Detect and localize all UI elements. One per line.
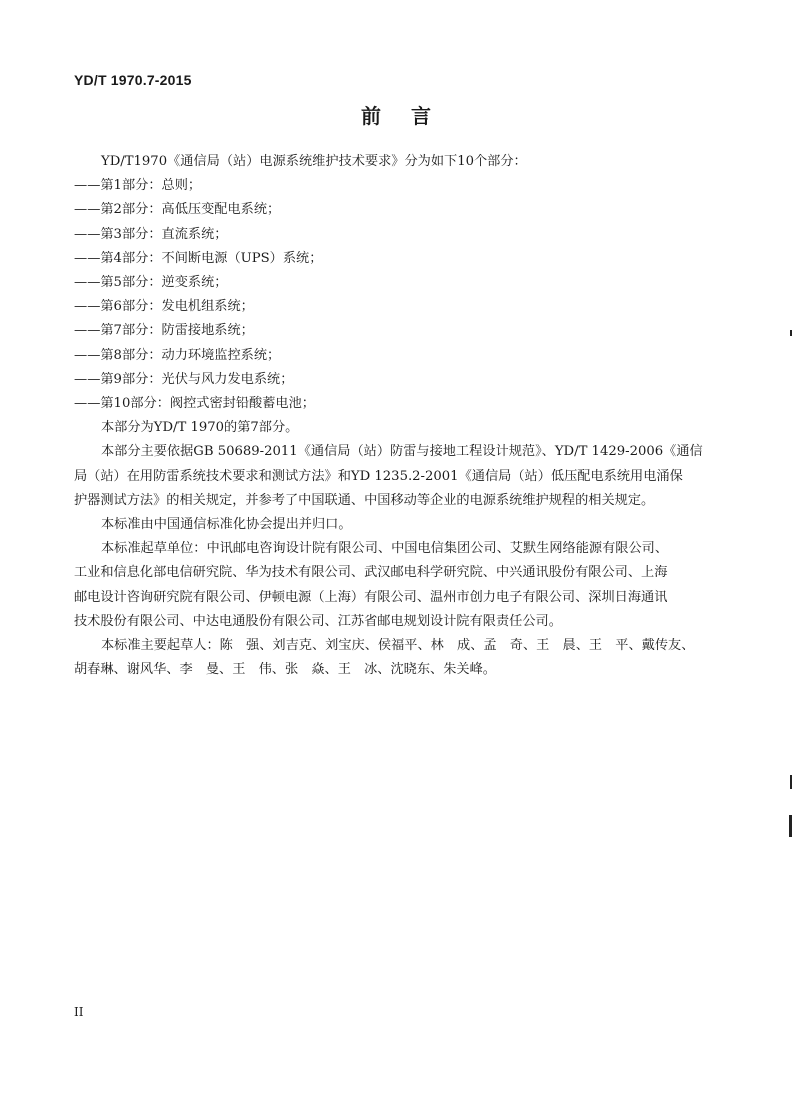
list-item: ——第1部分：总则； [74,178,202,194]
intro-paragraph: YD/T1970《通信局（站）电源系统维护技术要求》分为如下10个部分： [101,154,527,169]
page-title [0,100,792,129]
basis-line: 局（站）在用防雷系统技术要求和测试方法》和YD 1235.2-2001《通信局（站）低压配电系统用电涌保 [74,468,683,484]
this-part-paragraph: 本部分为YD/T 1970的第7部分。 [101,420,299,436]
document-id: YD/T 1970.7-2015 [74,72,192,88]
units-line: 技术股份有限公司、中达电通股份有限公司、江苏省邮电规划设计院有限责任公司。 [74,613,562,629]
title-char-1: 前 [361,104,381,128]
list-item: ——第3部分：直流系统； [74,226,228,242]
basis-line: 本部分主要依据GB 50689-2011《通信局（站）防雷与接地工程设计规范》、YD/T 1429-2006《通信 [101,444,703,460]
list-item: ——第4部分：不间断电源（UPS）系统； [74,250,323,266]
foreword-body [74,150,714,682]
list-item: ——第2部分：高低压变配电系统； [74,202,281,218]
parts-list [74,174,714,416]
list-item: ——第10部分：阀控式密封铅酸蓄电池； [74,396,315,412]
list-item: ——第6部分：发电机组系统； [74,299,254,315]
title-char-2: 言 [411,104,431,128]
list-item: ——第7部分：防雷接地系统； [74,323,254,339]
list-item: ——第5部分：逆变系统； [74,275,228,291]
basis-paragraph [74,440,714,513]
list-item: ——第8部分：动力环境监控系统； [74,347,281,363]
basis-line: 护器测试方法》的相关规定，并参考了中国联通、中国移动等企业的电源系统维护规程的相关规定。 [74,492,655,508]
page-number: II [74,1005,84,1019]
drafters-line: 胡春琳、谢风华、李 曼、王 伟、张 焱、王 冰、沈晓东、朱关峰。 [74,662,496,678]
drafters-paragraph [74,634,714,682]
drafters-line: 本标准主要起草人：陈 强、刘吉克、刘宝庆、侯福平、林 成、孟 奇、王 晨、王 平、戴传友、 [101,638,695,654]
drafting-units-paragraph [74,537,714,634]
units-line: 本标准起草单位：中讯邮电咨询设计院有限公司、中国电信集团公司、艾默生网络能源有限公司、 [101,541,669,557]
units-line: 邮电设计咨询研究院有限公司、伊顿电源（上海）有限公司、温州市创力电子有限公司、深圳日海通讯 [74,589,668,605]
units-line: 工业和信息化部电信研究院、华为技术有限公司、武汉邮电科学研究院、中兴通讯股份有限公司、上海 [74,565,668,581]
list-item: ——第9部分：光伏与风力发电系统； [74,371,294,387]
proposer-paragraph: 本标准由中国通信标准化协会提出并归口。 [101,517,352,533]
